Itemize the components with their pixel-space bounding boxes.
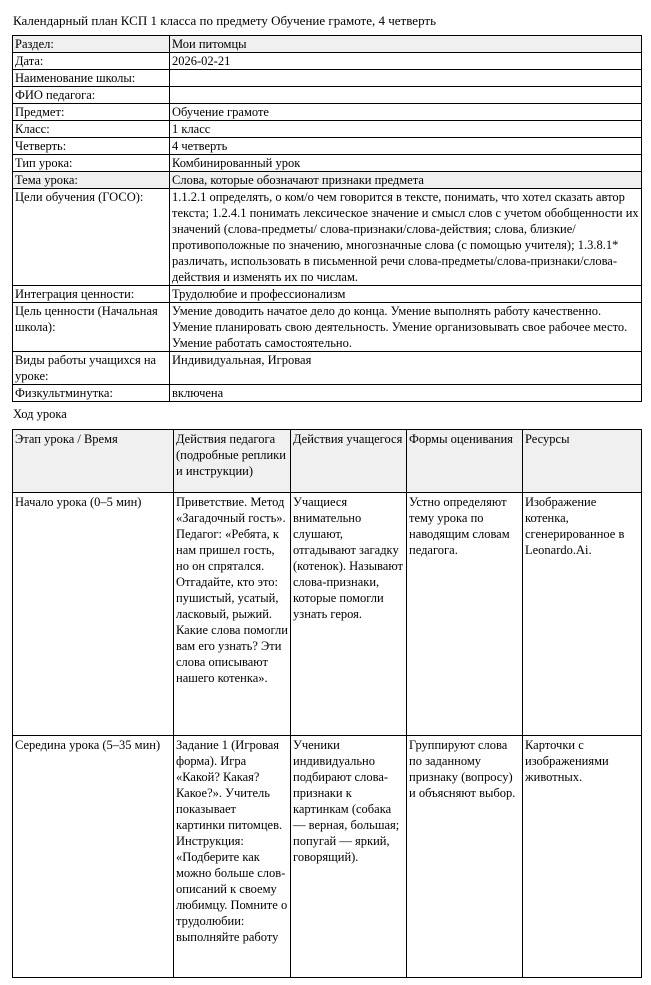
teacher-actions-cell: Задание 1 (Игровая форма). Игра «Какой? Какая? Какое?». Учитель показывает картинки питомцев. Инструкция: «Подберите как можно больше слов-описаний к своему любимцу. Помните о трудолюбии: выполняйте работу [174,736,291,978]
lesson-table-header [13,430,642,493]
info-row-school [13,70,642,87]
info-value: 1 класс [170,121,642,138]
info-value: Комбинированный урок [170,155,642,172]
info-row-value-integration [13,286,642,303]
info-label: ФИО педагога: [13,87,170,104]
info-value: Мои питомцы [170,36,642,53]
info-label: Наименование школы: [13,70,170,87]
student-actions-cell: Учащиеся внимательно слушают, отгадывают загадку (котенок). Называют слова-признаки, которые помогли узнать героя. [291,493,407,736]
info-value: 4 четверть [170,138,642,155]
student-actions-cell: Ученики индивидуально подбирают слова-признаки к картинкам (собака — верная, большая; попугай — яркий, говорящий). [291,736,407,978]
column-header-assessment: Формы оценивания [407,430,523,493]
info-row-work-types [13,352,642,385]
assessment-cell: Группируют слова по заданному признаку (вопросу) и объясняют выбор. [407,736,523,978]
assessment-cell: Устно определяют тему урока по наводящим словам педагога. [407,493,523,736]
table-row [13,736,642,978]
info-label: Виды работы учащихся на уроке: [13,352,170,385]
info-label: Цель ценности (Начальная школа): [13,303,170,352]
teacher-actions-cell: Приветствие. Метод «Загадочный гость». Педагог: «Ребята, к нам пришел гость, но он спрятался. Отгадайте, кто это: пушистый, усатый, ласковый, рыжий. Какие слова помогли вам его узнать? Эти слова описывают нашего котенка». [174,493,291,736]
lesson-info-table [12,35,642,402]
info-value: 1.1.2.1 определять, о ком/о чем говорится в тексте, понимать, что хотел сказать автор текста; 1.2.4.1 понимать лексическое значение и смысл слов с учетом обобщенности их значений (слова-предметы/ слова-признаки/слова-действия; слова, близкие/ противоположные по значению, многозначные слова (с помощью учителя); 1.3.8.1* различать, использовать в письменной речи слова-предметы/слова-признаки/слова-действия и изменять их по числам. [170,189,642,286]
info-value [170,87,642,104]
info-row-topic [13,172,642,189]
info-row-lesson-type [13,155,642,172]
info-label: Четверть: [13,138,170,155]
info-label: Класс: [13,121,170,138]
table-row [13,493,642,736]
document-title: Календарный план КСП 1 класса по предмету Обучение грамоте, 4 четверть [13,13,437,28]
lesson-flow-heading: Ход урока [13,407,67,421]
info-value: 2026-02-21 [170,53,642,70]
column-header-student-actions: Действия учащегося [291,430,407,493]
info-row-learning-goals [13,189,642,286]
resources-cell: Карточки с изображениями животных. [523,736,642,978]
info-value: включена [170,385,642,402]
info-value: Обучение грамоте [170,104,642,121]
stage-cell: Середина урока (5–35 мин) [13,736,174,978]
info-label: Физкультминутка: [13,385,170,402]
info-label: Предмет: [13,104,170,121]
info-row-date [13,53,642,70]
info-value: Трудолюбие и профессионализм [170,286,642,303]
info-label: Раздел: [13,36,170,53]
info-label: Тема урока: [13,172,170,189]
info-label: Дата: [13,53,170,70]
info-label: Интеграция ценности: [13,286,170,303]
info-row-quarter [13,138,642,155]
resources-cell: Изображение котенка, сгенерированное в Leonardo.Ai. [523,493,642,736]
lesson-flow-table [12,429,642,978]
info-value: Индивидуальная, Игровая [170,352,642,385]
info-row-value-goal [13,303,642,352]
column-header-teacher-actions: Действия педагога (подробные реплики и инструкции) [174,430,291,493]
info-row-physical-break [13,385,642,402]
info-value [170,70,642,87]
info-row-subject [13,104,642,121]
info-value: Слова, которые обозначают признаки предмета [170,172,642,189]
info-row-teacher [13,87,642,104]
info-row-section [13,36,642,53]
info-row-grade [13,121,642,138]
info-label: Тип урока: [13,155,170,172]
info-value: Умение доводить начатое дело до конца. Умение выполнять работу качественно. Умение планировать свою деятельность. Умение организовывать свое рабочее место. Умение работать самостоятельно. [170,303,642,352]
info-label: Цели обучения (ГОСО): [13,189,170,286]
column-header-stage: Этап урока / Время [13,430,174,493]
column-header-resources: Ресурсы [523,430,642,493]
stage-cell: Начало урока (0–5 мин) [13,493,174,736]
